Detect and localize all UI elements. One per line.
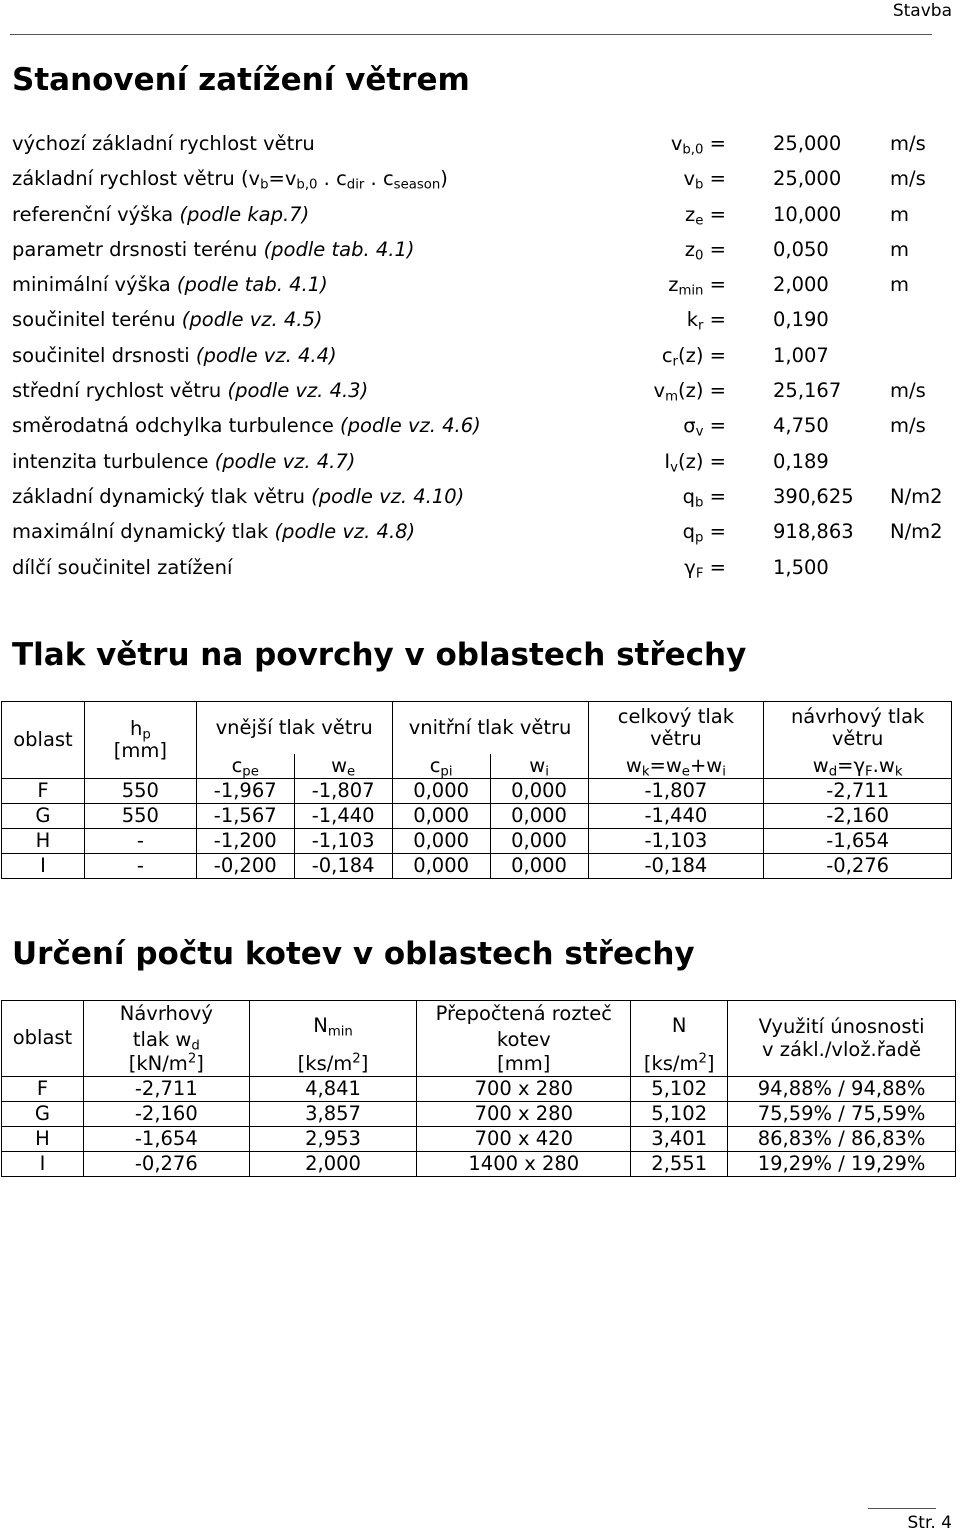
param-unit: m/s (890, 132, 926, 155)
header-n: N (631, 1001, 728, 1053)
header-hp: $h_p$ [mm] (84, 702, 196, 779)
cell-we: -1,103 (294, 829, 392, 854)
header-spacing-line2: kotev (417, 1028, 631, 1052)
header-n-unit: $[ks/m^2]$ (631, 1052, 728, 1077)
cell-area: H (2, 829, 85, 854)
param-label: maximální dynamický tlak (podle vz. 4.8) (12, 520, 416, 544)
cell-n: 5,102 (631, 1077, 728, 1102)
param-symbol: $v_b$ = (683, 167, 726, 193)
wind-pressure-table (1, 701, 952, 879)
cell-nmin: 2,000 (249, 1152, 417, 1177)
param-symbol: $z_0$ = (684, 237, 726, 264)
cell-nmin: 3,857 (249, 1102, 417, 1127)
param-label: parametr drsnosti terénu (podle tab. 4.1) (12, 237, 415, 261)
section-title-anchors: Určení počtu kotev v oblastech střechy (12, 936, 695, 972)
param-label: minimální výška (podle tab. 4.1) (12, 273, 328, 297)
param-label: referenční výška (podle kap.7) (12, 202, 310, 226)
cell-cpe: -1,967 (196, 779, 294, 804)
cell-wi: 0,000 (490, 829, 588, 854)
cell-wk: -1,440 (588, 804, 764, 829)
table-row (2, 829, 952, 854)
param-value: 918,863 (773, 520, 854, 544)
cell-hp: 550 (84, 804, 196, 829)
param-label: výchozí základní rychlost větru (12, 132, 315, 155)
table-row (2, 1102, 956, 1127)
param-value: 25,167 (773, 379, 842, 403)
param-unit: m (890, 202, 909, 226)
header-wk-formula: $w_k=w_e+w_i$ (588, 754, 764, 779)
section-title-pressure: Tlak větru na povrchy v oblastech střechy (12, 637, 747, 673)
cell-usage: 75,59% / 75,59% (728, 1102, 956, 1127)
cell-spacing: 700 x 280 (417, 1077, 631, 1102)
param-value: 0,189 (773, 449, 829, 473)
table-header-row (2, 702, 952, 755)
header-design-unit: $[kN/m^2]$ (83, 1052, 249, 1077)
param-value: 25,000 (773, 167, 842, 191)
cell-area: G (2, 1102, 84, 1127)
param-value: 4,750 (773, 414, 829, 438)
param-label: intenzita turbulence (podle vz. 4.7) (12, 449, 356, 473)
page-title: Stanovení zatížení větrem (12, 62, 470, 98)
header-total-pressure: celkový tlak větru (588, 702, 764, 755)
header-we: $w_e$ (294, 754, 392, 779)
param-symbol: $q_b$ = (682, 484, 726, 511)
cell-spacing: 1400 x 280 (417, 1152, 631, 1177)
header-divider (10, 34, 932, 35)
param-symbol: $q_p$ = (682, 520, 726, 546)
cell-spacing: 700 x 420 (417, 1127, 631, 1152)
header-wi: $w_i$ (490, 754, 588, 779)
cell-spacing: 700 x 280 (417, 1102, 631, 1127)
cell-we: -1,807 (294, 779, 392, 804)
param-symbol: $I_v(z)$ = (664, 449, 726, 475)
cell-area: I (2, 854, 85, 879)
param-label: součinitel terénu (podle vz. 4.5) (12, 308, 323, 332)
param-row (12, 304, 960, 339)
cell-design-pressure: -2,160 (83, 1102, 249, 1127)
param-value: 10,000 (773, 202, 842, 226)
param-label: střední rychlost větru (podle vz. 4.3) (12, 379, 369, 403)
param-value: 25,000 (773, 132, 842, 155)
param-value: 390,625 (773, 484, 854, 508)
cell-cpi: 0,000 (392, 779, 490, 804)
param-symbol: $\sigma_v$ = (683, 414, 726, 440)
header-nmin: $N_{min}$ (249, 1001, 417, 1053)
page-number: Str. 4 (907, 1513, 952, 1533)
param-row (12, 269, 960, 304)
param-row (12, 481, 960, 516)
cell-area: I (2, 1152, 84, 1177)
cell-design-pressure: -2,711 (83, 1077, 249, 1102)
param-symbol: $z_{min}$ = (668, 273, 726, 299)
param-symbol: $z_e$ = (685, 202, 726, 228)
param-unit: N/m2 (890, 520, 943, 544)
cell-wk: -1,807 (588, 779, 764, 804)
cell-cpe: -1,200 (196, 829, 294, 854)
cell-usage: 86,83% / 86,83% (728, 1127, 956, 1152)
header-area: oblast (2, 702, 85, 779)
param-value: 1,007 (773, 343, 829, 367)
header-design-pressure: Návrhový (83, 1001, 249, 1029)
table-row (2, 804, 952, 829)
cell-usage: 19,29% / 19,29% (728, 1152, 956, 1177)
param-value: 0,190 (773, 308, 829, 332)
cell-n: 2,551 (631, 1152, 728, 1177)
cell-wd: -1,654 (764, 829, 952, 854)
header-spacing: Přepočtená rozteč (417, 1001, 631, 1029)
param-symbol: $v_{b,0}$ = (670, 132, 726, 158)
cell-nmin: 2,953 (249, 1127, 417, 1152)
cell-n: 5,102 (631, 1102, 728, 1127)
cell-n: 3,401 (631, 1127, 728, 1152)
cell-cpe: -1,567 (196, 804, 294, 829)
header-design-pressure-symbol: tlak $w_d$ (83, 1028, 249, 1052)
param-unit: m/s (890, 167, 926, 191)
param-label: základní dynamický tlak větru (podle vz. 4.10) (12, 484, 465, 508)
header-external-pressure: vnější tlak větru (196, 702, 392, 755)
wind-parameters-list (12, 128, 960, 587)
param-unit: m (890, 237, 909, 261)
cell-we: -0,184 (294, 854, 392, 879)
header-wd-formula: $w_d=\gamma_F.w_k$ (764, 754, 952, 779)
header-cpi: $c_{pi}$ (392, 754, 490, 779)
cell-design-pressure: -0,276 (83, 1152, 249, 1177)
cell-cpi: 0,000 (392, 854, 490, 879)
cell-area: F (2, 1077, 84, 1102)
param-symbol: $k_r$ = (686, 308, 726, 334)
cell-wd: -2,160 (764, 804, 952, 829)
anchor-count-table (1, 1000, 956, 1177)
table-row (2, 779, 952, 804)
cell-usage: 94,88% / 94,88% (728, 1077, 956, 1102)
cell-wi: 0,000 (490, 804, 588, 829)
cell-hp: - (84, 829, 196, 854)
param-unit: m (890, 273, 909, 297)
param-value: 2,000 (773, 273, 829, 297)
param-unit: N/m2 (890, 484, 943, 508)
cell-area: G (2, 804, 85, 829)
param-label: dílčí součinitel zatížení (12, 555, 233, 579)
cell-wi: 0,000 (490, 779, 588, 804)
param-row (12, 163, 960, 198)
cell-hp: - (84, 854, 196, 879)
param-row (12, 375, 960, 410)
header-design-pressure: návrhový tlak větru (764, 702, 952, 755)
param-unit: m/s (890, 414, 926, 438)
param-row (12, 340, 960, 375)
param-label: směrodatná odchylka turbulence (podle vz. 4.6) (12, 414, 481, 438)
cell-cpe: -0,200 (196, 854, 294, 879)
param-row (12, 516, 960, 551)
param-symbol: $\gamma_F$ = (684, 555, 726, 581)
param-symbol: $c_r(z)$ = (661, 343, 726, 370)
section-name: Stavba (892, 1, 952, 21)
table-row (2, 1077, 956, 1102)
param-label: základní rychlost větru ($v_b=v_{b,0}$ . $c_{dir}$ . $c_{season}$) (12, 167, 448, 193)
table-row (2, 1152, 956, 1177)
cell-wd: -2,711 (764, 779, 952, 804)
cell-design-pressure: -1,654 (83, 1127, 249, 1152)
param-symbol: $v_m(z)$ = (653, 379, 726, 405)
footer-divider (868, 1508, 936, 1509)
cell-wk: -1,103 (588, 829, 764, 854)
param-label: součinitel drsnosti (podle vz. 4.4) (12, 343, 337, 367)
cell-area: F (2, 779, 85, 804)
header-usage: Využití únosnosti v zákl./vlož.řadě (728, 1001, 956, 1077)
param-unit: m/s (890, 379, 926, 403)
param-row (12, 128, 960, 163)
param-row (12, 446, 960, 481)
cell-nmin: 4,841 (249, 1077, 417, 1102)
param-row (12, 199, 960, 234)
cell-area: H (2, 1127, 84, 1152)
header-cpe: $c_{pe}$ (196, 754, 294, 779)
header-area: oblast (2, 1001, 84, 1077)
table-row (2, 1127, 956, 1152)
param-row (12, 552, 960, 587)
param-value: 0,050 (773, 237, 829, 261)
cell-hp: 550 (84, 779, 196, 804)
cell-wi: 0,000 (490, 854, 588, 879)
cell-cpi: 0,000 (392, 829, 490, 854)
param-value: 1,500 (773, 555, 829, 579)
cell-we: -1,440 (294, 804, 392, 829)
cell-wk: -0,184 (588, 854, 764, 879)
param-row (12, 410, 960, 445)
header-nmin-unit: $[ks/m^2]$ (249, 1052, 417, 1077)
param-row (12, 234, 960, 269)
cell-cpi: 0,000 (392, 804, 490, 829)
table-row (2, 854, 952, 879)
header-spacing-unit: [mm] (417, 1052, 631, 1077)
table-header-row (2, 1001, 956, 1029)
cell-wd: -0,276 (764, 854, 952, 879)
header-internal-pressure: vnitřní tlak větru (392, 702, 588, 755)
